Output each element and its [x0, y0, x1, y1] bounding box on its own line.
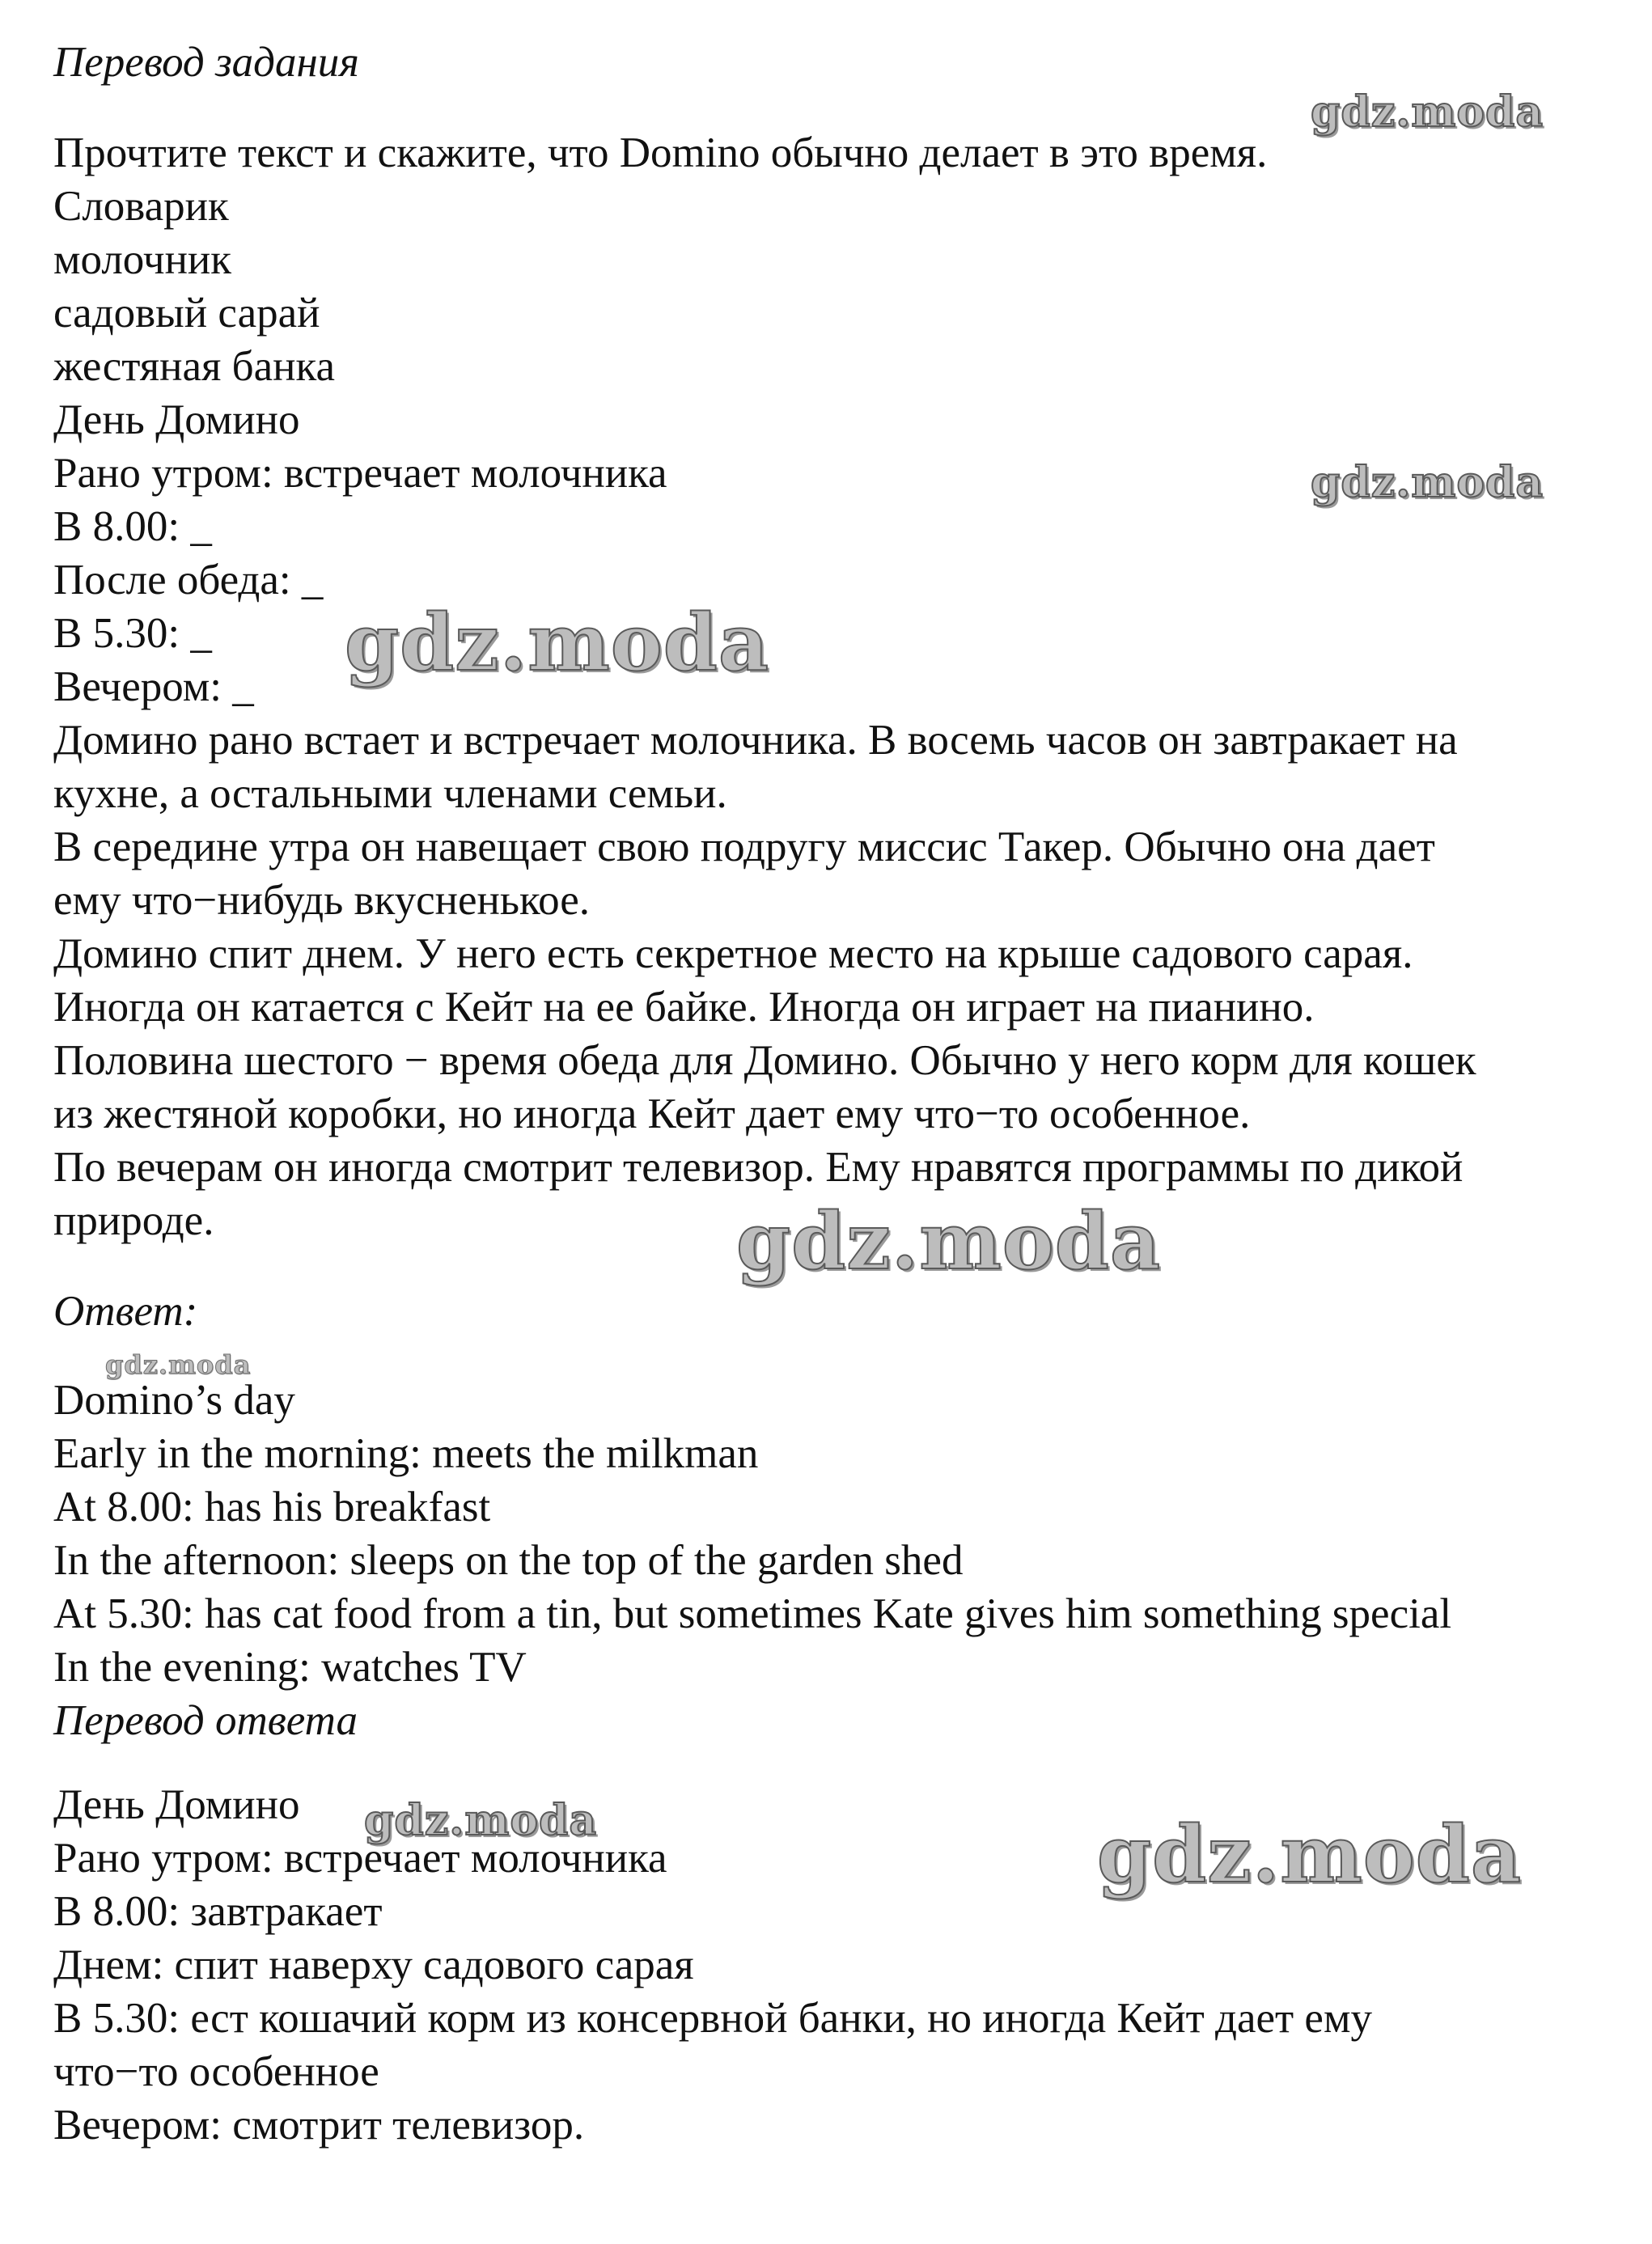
answer-translation-line: что−то особенное — [53, 2048, 379, 2095]
task-line: Половина шестого − время обеда для Домино. Обычно у него корм для кошек — [53, 1037, 1476, 1084]
task-line: Домино спит днем. У него есть секретное место на крыше садового сарая. — [53, 930, 1413, 977]
watermark: gdz.moda — [1097, 1809, 1523, 1900]
watermark: gdz.moda — [345, 597, 770, 688]
task-translation-heading: Перевод задания — [53, 39, 359, 86]
answer-translation-line: День Домино — [53, 1781, 300, 1828]
answer-line: In the evening: watches TV — [53, 1644, 527, 1691]
answer-translation-line: Днем: спит наверху садового сарая — [53, 1941, 694, 1988]
task-line: Домино рано встает и встречает молочника. В восемь часов он завтракает на — [53, 717, 1458, 764]
watermark: gdz.moda — [105, 1349, 252, 1380]
task-line: В 8.00: _ — [53, 503, 212, 550]
task-line: Прочтите текст и скажите, что Domino обычно делает в это время. — [53, 129, 1268, 176]
task-line: После обеда: _ — [53, 557, 324, 603]
task-line: жестяная банка — [53, 343, 335, 390]
answer-line: Domino’s day — [53, 1377, 295, 1424]
watermark: gdz.moda — [364, 1796, 598, 1845]
task-line: Рано утром: встречает молочника — [53, 450, 667, 497]
task-line: молочник — [53, 236, 232, 283]
answer-line: At 5.30: has cat food from a tin, but sometimes Kate gives him something special — [53, 1590, 1452, 1637]
answer-line: At 8.00: has his breakfast — [53, 1484, 491, 1531]
answer-translation-line: В 5.30: ест кошачий корм из консервной банки, но иногда Кейт дает ему — [53, 1995, 1372, 2042]
task-line: из жестяной коробки, но иногда Кейт дает ему что−то особенное. — [53, 1090, 1251, 1137]
task-line: природе. — [53, 1197, 214, 1244]
task-line: Словарик — [53, 183, 229, 230]
watermark: gdz.moda — [1311, 87, 1544, 137]
answer-line: Early in the morning: meets the milkman — [53, 1430, 759, 1477]
answer-translation-heading: Перевод ответа — [53, 1697, 358, 1744]
answer-translation-line: В 8.00: завтракает — [53, 1888, 383, 1935]
task-line: ему что−нибудь вкусненькое. — [53, 877, 590, 924]
task-line: В середине утра он навещает свою подругу миссис Такер. Обычно она дает — [53, 824, 1435, 870]
task-line: садовый сарай — [53, 290, 320, 337]
watermark: gdz.moda — [736, 1196, 1162, 1287]
task-line: кухне, а остальными членами семьи. — [53, 770, 727, 817]
task-line: Вечером: _ — [53, 663, 254, 710]
task-line: Иногда он катается с Кейт на ее байке. Иногда он играет на пианино. — [53, 984, 1315, 1031]
task-line: День Домино — [53, 396, 300, 443]
answer-translation-line: Вечером: смотрит телевизор. — [53, 2102, 585, 2149]
answer-translation-line: Рано утром: встречает молочника — [53, 1835, 667, 1882]
answer-heading: Ответ: — [53, 1288, 198, 1335]
watermark: gdz.moda — [1311, 458, 1544, 507]
task-line: В 5.30: _ — [53, 610, 212, 657]
answer-line: In the afternoon: sleeps on the top of the garden shed — [53, 1537, 964, 1584]
task-line: По вечерам он иногда смотрит телевизор. Ему нравятся программы по дикой — [53, 1144, 1464, 1191]
